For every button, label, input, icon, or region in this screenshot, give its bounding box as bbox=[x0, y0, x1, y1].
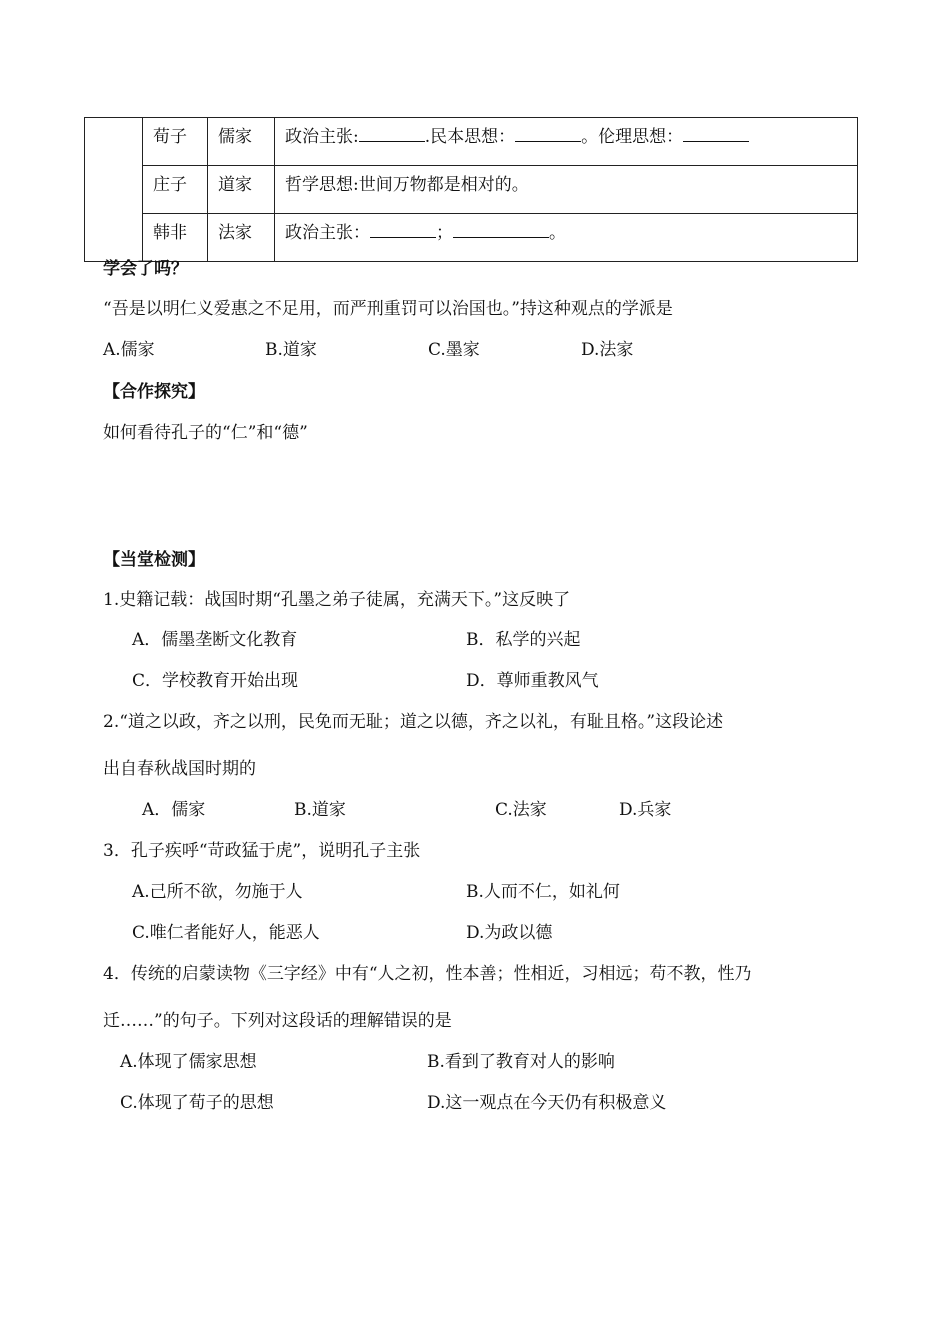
table-row bbox=[85, 214, 858, 262]
q4-stem-line1: 4．传统的启蒙读物《三字经》中有“人之初，性本善；性相近，习相远；苟不教，性乃 bbox=[103, 964, 752, 984]
option-b[interactable]: B.道家 bbox=[265, 340, 317, 360]
q1-stem: 1.史籍记载：战国时期“孔墨之弟子徒属，充满天下。”这反映了 bbox=[103, 590, 571, 610]
q2-option-c[interactable]: C.法家 bbox=[495, 800, 547, 820]
option-a[interactable]: A.儒家 bbox=[103, 340, 155, 360]
school-name: 法家 bbox=[208, 214, 275, 262]
learned-heading: 学会了吗？ bbox=[103, 259, 188, 279]
coop-question: 如何看待孔子的“仁”和“德” bbox=[103, 423, 308, 443]
coop-heading: 【合作探究】 bbox=[103, 382, 205, 402]
thinker-name: 韩非 bbox=[143, 214, 208, 262]
school-name: 儒家 bbox=[208, 118, 275, 166]
q2-option-b[interactable]: B.道家 bbox=[294, 800, 346, 820]
option-d[interactable]: D.法家 bbox=[581, 340, 634, 360]
thinker-name: 荀子 bbox=[143, 118, 208, 166]
q1-option-c[interactable]: C．学校教育开始出现 bbox=[132, 671, 299, 691]
table-row bbox=[85, 166, 858, 214]
q3-option-d[interactable]: D.为政以德 bbox=[466, 923, 553, 943]
q2-option-a[interactable]: A．儒家 bbox=[142, 800, 206, 820]
q1-option-d[interactable]: D．尊师重教风气 bbox=[466, 671, 599, 691]
fill-blank[interactable] bbox=[359, 125, 425, 142]
q3-option-c[interactable]: C.唯仁者能好人，能恶人 bbox=[132, 923, 320, 943]
fill-blank[interactable] bbox=[515, 125, 581, 142]
q2-stem-line2: 出自春秋战国时期的 bbox=[103, 759, 256, 779]
test-heading: 【当堂检测】 bbox=[103, 550, 205, 570]
q3-option-b[interactable]: B.人而不仁，如礼何 bbox=[466, 882, 620, 902]
thought-content: 政治主张: .民本思想： 。伦理思想： bbox=[275, 118, 858, 166]
learned-question: “吾是以明仁义爱惠之不足用，而严刑重罚可以治国也。”持这种观点的学派是 bbox=[103, 299, 673, 319]
fill-blank[interactable] bbox=[370, 221, 436, 238]
q2-option-d[interactable]: D.兵家 bbox=[619, 800, 672, 820]
q3-option-a[interactable]: A.己所不欲，勿施于人 bbox=[132, 882, 303, 902]
q3-stem: 3．孔子疾呼“苛政猛于虎”，说明孔子主张 bbox=[103, 841, 421, 861]
thinker-name: 庄子 bbox=[143, 166, 208, 214]
q4-option-b[interactable]: B.看到了教育对人的影响 bbox=[427, 1052, 615, 1072]
q4-option-c[interactable]: C.体现了荀子的思想 bbox=[120, 1093, 274, 1113]
q4-option-a[interactable]: A.体现了儒家思想 bbox=[120, 1052, 257, 1072]
q1-option-a[interactable]: A．儒墨垄断文化教育 bbox=[132, 630, 298, 650]
table-merged-cell bbox=[85, 118, 143, 262]
fill-blank[interactable] bbox=[453, 221, 549, 238]
q4-stem-line2: 迁……”的句子。下列对这段话的理解错误的是 bbox=[103, 1011, 452, 1031]
q4-option-d[interactable]: D.这一观点在今天仍有积极意义 bbox=[427, 1093, 667, 1113]
thought-content: 政治主张： ； 。 bbox=[275, 214, 858, 262]
option-c[interactable]: C.墨家 bbox=[428, 340, 480, 360]
table-row bbox=[85, 118, 858, 166]
q2-stem-line1: 2.“道之以政，齐之以刑，民免而无耻；道之以德，齐之以礼，有耻且格。”这段论述 bbox=[103, 712, 724, 732]
q1-option-b[interactable]: B．私学的兴起 bbox=[466, 630, 581, 650]
fill-blank[interactable] bbox=[683, 125, 749, 142]
thought-content: 哲学思想:世间万物都是相对的。 bbox=[275, 166, 858, 214]
school-name: 道家 bbox=[208, 166, 275, 214]
schools-table bbox=[84, 117, 858, 262]
